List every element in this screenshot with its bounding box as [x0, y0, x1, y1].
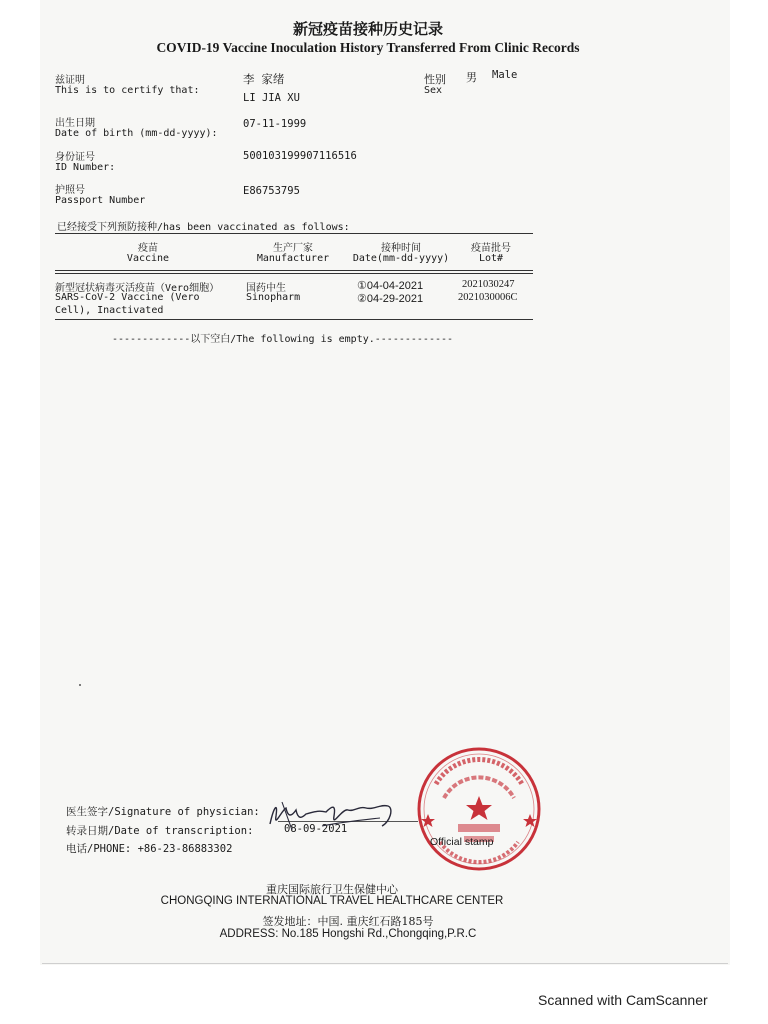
col-date-cn: 接种时间 — [381, 243, 421, 254]
col-lot-en: Lot# — [478, 253, 504, 264]
id-label-cn: 身份证号 — [55, 152, 95, 163]
official-stamp-label: Official stamp — [430, 836, 494, 848]
col-date-en: Date(mm-dd-yyyy) — [352, 253, 450, 264]
vaccine-name-en-line1: SARS-CoV-2 Vaccine (Vero — [55, 292, 200, 303]
col-manufacturer-cn: 生产厂家 — [273, 243, 313, 254]
camscanner-watermark: Scanned with CamScanner — [538, 992, 708, 1008]
center-name-cn: 重庆国际旅行卫生保健中心 — [266, 883, 398, 896]
col-vaccine-en: Vaccine — [126, 253, 170, 264]
center-name-en: CHONGQING INTERNATIONAL TRAVEL HEALTHCARE CENTER — [160, 895, 504, 907]
dob-label-en: Date of birth (mm-dd-yyyy): — [55, 128, 218, 139]
sex-value-en: Male — [492, 69, 518, 81]
sex-value-cn: 男 — [466, 71, 477, 84]
id-label-en: ID Number: — [55, 162, 116, 173]
title-chinese: 新冠疫苗接种历史记录 — [292, 20, 443, 38]
col-lot-cn: 疫苗批号 — [471, 243, 511, 254]
table-bottom-rule — [55, 319, 533, 320]
transcription-date-label: 转录日期/Date of transcription: — [66, 825, 254, 837]
col-manufacturer-en: Manufacturer — [256, 253, 330, 264]
certify-label-en: This is to certify that: — [55, 85, 200, 96]
vaccine-name-en-line2: Cell), Inactivated — [55, 305, 164, 316]
dob-value: 07-11-1999 — [243, 118, 307, 130]
passport-value: E86753795 — [243, 185, 300, 197]
manufacturer-en: Sinopharm — [246, 292, 301, 303]
physician-signature — [262, 796, 412, 836]
dose-date-1: ①04-04-2021 — [357, 280, 424, 292]
name-en: LI JIA XU — [243, 92, 300, 104]
dose-date-2: ②04-29-2021 — [357, 293, 424, 305]
scan-speck — [79, 684, 81, 686]
transcription-date-value: 08-09-2021 — [284, 823, 348, 835]
col-vaccine-cn: 疫苗 — [138, 243, 158, 254]
address-cn: 签发地址：中国. 重庆红石路185号 — [262, 915, 434, 928]
table-header-rule-2 — [55, 273, 533, 274]
sex-label-cn: 性别 — [424, 73, 446, 86]
dob-label-cn: 出生日期 — [55, 118, 95, 129]
table-top-rule — [55, 233, 533, 234]
official-stamp-seal — [414, 744, 544, 874]
certify-label-cn: 兹证明 — [55, 75, 85, 86]
passport-label-cn: 护照号 — [55, 185, 85, 196]
manufacturer-cn: 国药中生 — [246, 283, 286, 294]
lot-number-1: 2021030247 — [462, 279, 515, 290]
title-english: COVID-19 Vaccine Inoculation History Transferred From Clinic Records — [156, 40, 580, 55]
address-en: ADDRESS: No.185 Hongshi Rd.,Chongqing,P.R.C — [219, 928, 477, 940]
vaccination-intro: 已经接受下列预防接种/has been vaccinated as follows: — [57, 222, 350, 233]
phone-label: 电话/PHONE: +86-23-86883302 — [66, 843, 233, 855]
id-value: 500103199907116516 — [243, 150, 357, 162]
sex-label-en: Sex — [424, 85, 443, 96]
passport-label-en: Passport Number — [55, 195, 146, 206]
table-header-rule-1 — [55, 270, 533, 271]
vaccine-name-cn: 新型冠状病毒灭活疫苗（Vero细胞） — [55, 283, 220, 294]
empty-note: -------------以下空白/The following is empty.------------- — [112, 334, 454, 345]
scan-edge — [42, 963, 728, 964]
lot-number-2: 2021030006C — [458, 292, 518, 303]
physician-signature-label: 医生签字/Signature of physician: — [66, 806, 260, 818]
name-cn: 李 家绪 — [243, 72, 285, 86]
